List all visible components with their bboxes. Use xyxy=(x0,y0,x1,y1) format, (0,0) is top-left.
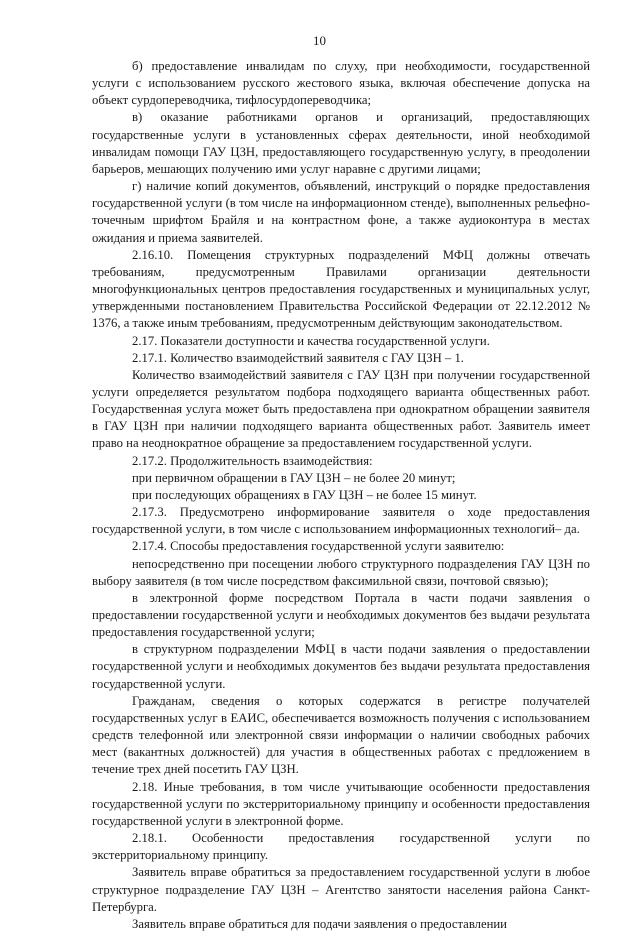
paragraph: при первичном обращении в ГАУ ЦЗН – не более 20 минут; xyxy=(132,470,456,485)
paragraph: б) предоставление инвалидам по слуху, при необходимости, государственной услуги с использованием русского жестового языка, включая обеспечение допуска на объект сурдопереводчика, тифлосурдопереводчика; xyxy=(92,59,590,108)
paragraph: 2.17.4. Способы предоставления государственной услуги заявителю: xyxy=(132,539,505,554)
document-body xyxy=(92,58,590,933)
section-heading: 2.18. Иные требования, в том числе учитывающие особенности предоставления государственной услуги по экстерриториальному принципу и особенности предоставления государственной услуги в электронной форме. xyxy=(92,779,590,828)
paragraph: 2.17.1. Количество взаимодействий заявителя с ГАУ ЦЗН – 1. xyxy=(132,350,464,365)
page-number: 10 xyxy=(313,33,326,48)
paragraph: при последующих обращениях в ГАУ ЦЗН – не более 15 минут. xyxy=(132,487,477,502)
paragraph: непосредственно при посещении любого структурного подразделения ГАУ ЦЗН по выбору заявителя (в том числе посредством факсимильной связи, почтовой связью); xyxy=(92,556,590,588)
paragraph: 2.17.2. Продолжительность взаимодействия: xyxy=(132,453,373,468)
paragraph: 2.18.1. Особенности предоставления государственной услуги по экстерриториальному принципу. xyxy=(92,831,590,863)
section-heading: 2.17. Показатели доступности и качества государственной услуги. xyxy=(132,333,490,348)
paragraph: в структурном подразделении МФЦ в части подачи заявления о предоставлении государственной услуги и необходимых документов без выдачи результата предоставления государственной услуги. xyxy=(92,642,590,691)
paragraph: г) наличие копий документов, объявлений, инструкций о порядке предоставления государственной услуги (в том числе на информационном стенде), выполненных рельефно-точечным шрифтом Брайля и на контрастном фоне, а также аудиоконтура в местах ожидания и приема заявителей. xyxy=(92,179,590,245)
paragraph: в) оказание работниками органов и организаций, предоставляющих государственные услуги в установленных сферах деятельности, иной необходимой инвалидам помощи ГАУ ЦЗН, предоставляющего государственную услугу, в преодолении барьеров, мешающих получению ими услуг наравне с другими лицами; xyxy=(92,110,590,176)
paragraph: 2.17.3. Предусмотрено информирование заявителя о ходе предоставления государственной услуги, в том числе с использованием информационных технологий– да. xyxy=(92,505,590,537)
paragraph: Заявитель вправе обратиться для подачи заявления о предоставлении xyxy=(132,916,507,931)
paragraph: в электронной форме посредством Портала в части подачи заявления о предоставлении государственной услуги и необходимых документов без выдачи результата предоставления государственной услуги; xyxy=(92,590,590,640)
paragraph: Заявитель вправе обратиться за предоставлением государственной услуги в любое структурное подразделение ГАУ ЦЗН – Агентство занятости населения района Санкт-Петербурга. xyxy=(92,865,590,914)
paragraph: Количество взаимодействий заявителя с ГАУ ЦЗН при получении государственной услуги определяется результатом подбора подходящего варианта общественных работ. Государственная услуга может быть предоставлена при однократном обращении заявителя в ГАУ ЦЗН при наличии подходящего варианта общественных работ. Заявитель имеет право на неоднократное обращение за предоставлением государственной услуги. xyxy=(92,367,590,451)
paragraph: 2.16.10. Помещения структурных подразделений МФЦ должны отвечать требованиям, предусмотренным Правилами организации деятельности многофункциональных центров предоставления государственных и муниципальных услуг, утвержденными постановлением Правительства Российской Федерации от 22.12.2012 № 1376, а также иным требованиям, предусмотренным действующим законодательством. xyxy=(92,247,590,331)
paragraph: Гражданам, сведения о которых содержатся в регистре получателей государственных услуг в ЕАИС, обеспечивается возможность получения с использованием средств телефонной или электронной связи информации о наличии свободных рабочих мест (вакантных должностей) для участия в общественных работах с предложением в течение трех дней посетить ГАУ ЦЗН. xyxy=(92,693,590,777)
